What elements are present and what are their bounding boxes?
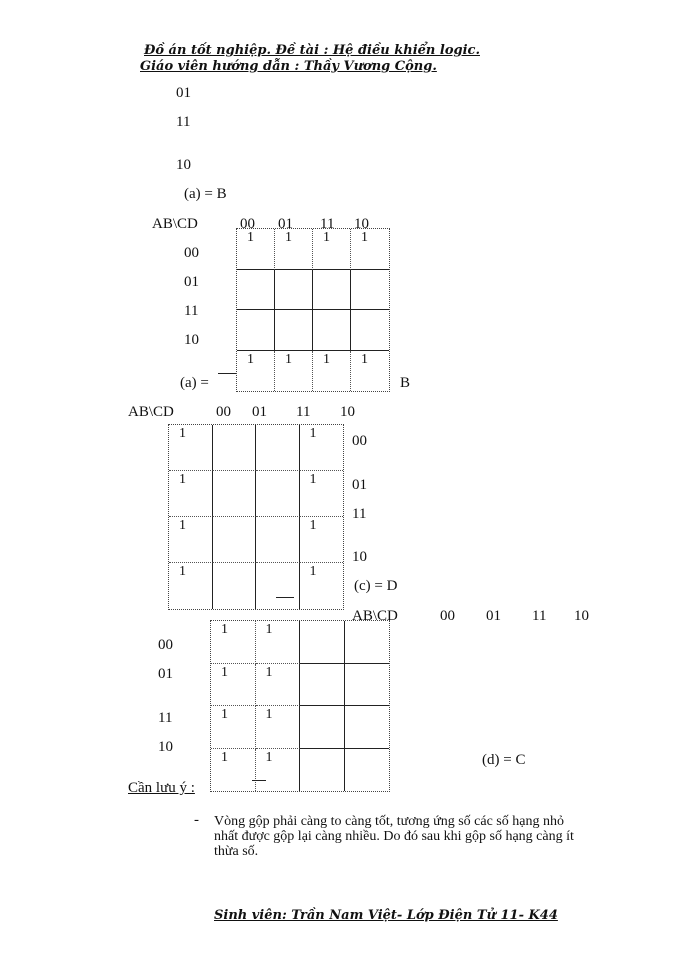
note-line: thừa số.: [214, 844, 259, 859]
row-label: 10: [176, 157, 191, 173]
kmap-cell: [351, 310, 389, 351]
header-title: Đồ án tốt nghiệp. Đề tài : Hệ điều khiển logic.: [144, 43, 480, 58]
kmap-cell: 1: [211, 664, 256, 707]
result-label: (a) = B: [184, 186, 227, 202]
kmap-cell: 1: [275, 229, 313, 270]
note-line: nhất được gộp lại càng nhiều. Do đó sau khi gộp số hạng càng ít: [214, 829, 574, 844]
kmap-cell: 1: [169, 517, 213, 563]
col-label: 11: [532, 608, 547, 624]
kmap-cell: [237, 310, 275, 351]
kmap-cell: 1: [300, 517, 344, 563]
row-label: 01: [352, 477, 367, 493]
overbar: [252, 780, 266, 781]
kmap-cell: 1: [351, 229, 389, 270]
kmap-cell: [213, 425, 257, 471]
col-label: 01: [278, 216, 293, 232]
result-label: (c) = D: [354, 578, 398, 594]
row-label: 10: [158, 739, 173, 755]
col-label: 11: [296, 404, 311, 420]
row-label: 11: [352, 506, 367, 522]
kmap-cell: [275, 270, 313, 311]
kmap-cell: 1: [313, 351, 351, 392]
kmap-cell: [213, 517, 257, 563]
kmap-cell: 1: [256, 749, 301, 792]
kmap-cell: [345, 706, 390, 749]
kmap-cell: 1: [300, 425, 344, 471]
kmap-cell: 1: [256, 621, 301, 664]
note-line: Vòng gộp phải càng to càng tốt, tương ứng số các số hạng nhỏ: [214, 814, 564, 829]
kmap-cell: 1: [211, 706, 256, 749]
col-label: 00: [216, 404, 231, 420]
note-heading: Cần lưu ý :: [128, 780, 195, 796]
kmap-cell: 1: [211, 621, 256, 664]
axis-label: AB\CD: [352, 608, 398, 624]
kmap-cell: 1: [169, 471, 213, 517]
row-label: 10: [352, 549, 367, 565]
kmap-cell: [313, 270, 351, 311]
kmap-cell: 1: [256, 706, 301, 749]
kmap-cell: 1: [309, 564, 317, 579]
kmap-cell: [213, 563, 257, 609]
karnaugh-map-c: [168, 424, 344, 610]
kmap-cell: [213, 471, 257, 517]
kmap-cell: [256, 517, 300, 563]
karnaugh-map-d: [210, 620, 390, 792]
kmap-cell: [345, 621, 390, 664]
row-label: 10: [184, 332, 199, 348]
overbar: [218, 373, 236, 374]
row-label: 11: [158, 710, 173, 726]
bullet-marker: -: [194, 812, 199, 828]
kmap-cell: 1: [211, 749, 256, 792]
col-label: 11: [320, 216, 335, 232]
header-advisor: Giáo viên hướng dẫn : Thầy Vương Cộng.: [140, 59, 437, 74]
kmap-cell: 1: [361, 351, 368, 367]
kmap-cell: 1: [237, 229, 275, 270]
kmap-cell: 1: [300, 471, 344, 517]
col-label: 10: [354, 216, 369, 232]
col-label: 00: [440, 608, 455, 624]
axis-label: AB\CD: [152, 216, 198, 232]
kmap-cell: [237, 270, 275, 311]
col-label: 00: [240, 216, 255, 232]
row-label: 11: [176, 114, 191, 130]
kmap-cell: [300, 749, 345, 792]
kmap-cell: [300, 621, 345, 664]
kmap-cell: 1: [313, 229, 351, 270]
kmap-cell: 1: [169, 563, 213, 609]
result-label: (a) =: [180, 375, 209, 391]
col-label: 01: [486, 608, 501, 624]
row-label: 11: [184, 303, 199, 319]
kmap-cell: [256, 425, 300, 471]
axis-label: AB\CD: [128, 404, 174, 420]
kmap-cell: [275, 310, 313, 351]
kmap-cell: 1: [275, 351, 313, 392]
kmap-cell: [256, 471, 300, 517]
col-label: 10: [340, 404, 355, 420]
col-label: 10: [574, 608, 589, 624]
overbar: [276, 597, 294, 598]
result-label: (d) = C: [482, 752, 526, 768]
row-label: 01: [184, 274, 199, 290]
result-label: B: [400, 375, 411, 391]
kmap-cell: 1: [237, 351, 275, 392]
row-label: 00: [184, 245, 199, 261]
kmap-cell: 1: [169, 425, 213, 471]
col-label: 01: [252, 404, 267, 420]
kmap-cell: [300, 706, 345, 749]
kmap-cell: [300, 664, 345, 707]
kmap-cell: [345, 749, 390, 792]
kmap-cell: [313, 310, 351, 351]
kmap-cell: 1: [256, 664, 301, 707]
kmap-cell: [351, 270, 389, 311]
kmap-cell: [256, 563, 300, 609]
row-label: 01: [158, 666, 173, 682]
row-label: 01: [176, 85, 191, 101]
row-label: 00: [158, 637, 173, 653]
row-label: 00: [352, 433, 367, 449]
footer-student: Sinh viên: Trần Nam Việt- Lớp Điện Tử 11- K44: [214, 908, 558, 923]
karnaugh-map-a: [236, 228, 390, 392]
kmap-cell: [345, 664, 390, 707]
